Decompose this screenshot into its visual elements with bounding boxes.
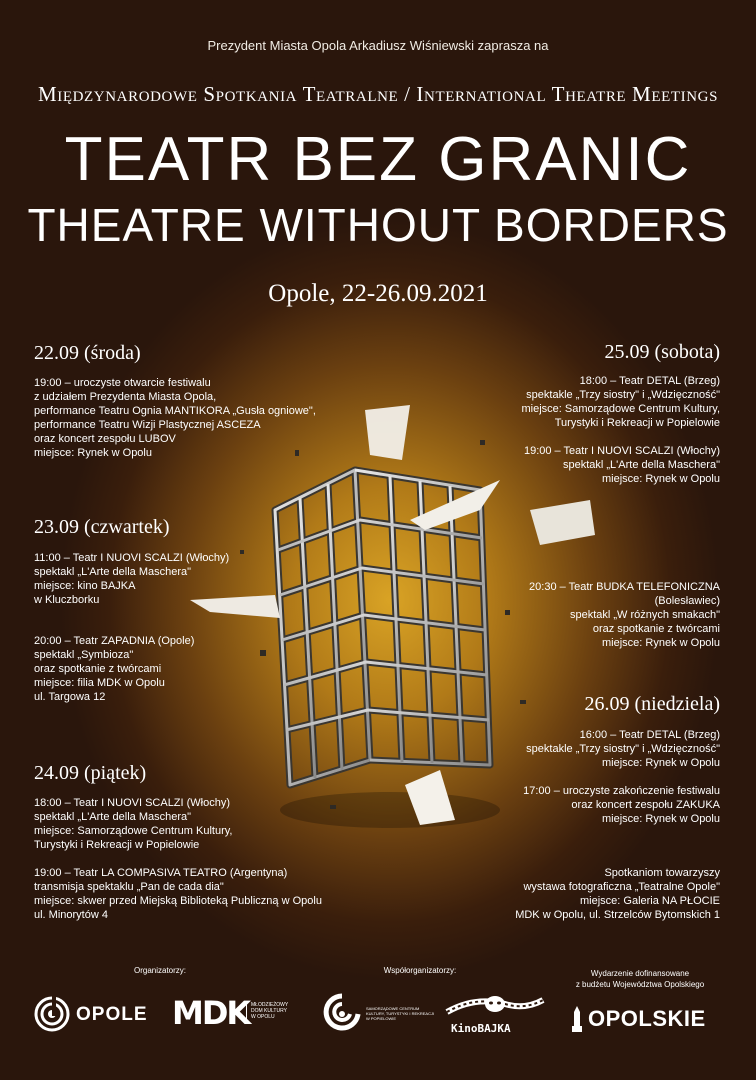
- event-25-3: 20:30 – Teatr BUDKA TELEFONICZNA (Bolesławiec) spektakl „W różnych smakach" oraz spotkanie z twórcami miejsce: Rynek w Opolu: [529, 581, 720, 649]
- event-25-1: 18:00 – Teatr DETAL (Brzeg) spektakle „Trzy siostry" i „Wdzięczność" miejsce: Samorządowe Centrum Kultury, Turystyki i Rekreacji w Popielowie: [521, 375, 720, 429]
- opolskie-logo-text: OPOLSKIE: [588, 1006, 706, 1031]
- event-24-1: 18:00 – Teatr I NUOVI SCALZI (Włochy) spektakl „L'Arte della Maschera" miejsce: Samorządowe Centrum Kultury, Turystyki i Rekreacji w Popielowie: [34, 797, 233, 851]
- opole-logo-icon: [34, 996, 70, 1032]
- event-24-2: 19:00 – Teatr LA COMPASIVA TEATRO (Argentyna) transmisja spektaklu „Pan de cada dia" miejsce: skwer przed Miejską Biblioteką Publiczną w Opolu ul. Minorytów 4: [34, 867, 322, 921]
- intro-text: Prezydent Miasta Opola Arkadiusz Wiśniewski zaprasza na: [207, 38, 549, 53]
- festival-dates: Opole, 22-26.09.2021: [268, 280, 488, 307]
- film-strip-icon: [445, 994, 545, 1022]
- opole-logo-text: OPOLE: [76, 1004, 148, 1025]
- event-26-2: 17:00 – uroczyste zakończenie festiwalu oraz koncert zespołu ZAKUKA miejsce: Rynek w Opolu: [523, 785, 720, 825]
- coorganizers-label: Współorganizatorzy:: [383, 966, 457, 975]
- event-25-2: 19:00 – Teatr I NUOVI SCALZI (Włochy) spektakl „L'Arte della Maschera" miejsce: Rynek w Opolu: [523, 445, 720, 485]
- opolskie-logo: [570, 1004, 730, 1036]
- mdk-logo-mark: MDK: [172, 994, 250, 1032]
- mdk-logo: [172, 994, 322, 1034]
- title-polish: TEATR BEZ GRANIC: [64, 125, 692, 194]
- tower-icon: [570, 1006, 584, 1032]
- event-23-1: 11:00 – Teatr I NUOVI SCALZI (Włochy) spektakl „L'Arte della Maschera" miejsce: kino BAJKA w Kluczborku: [34, 552, 230, 606]
- mdk-logo-text: MŁODZIEŻOWY DOM KULTURY W OPOLU: [246, 1002, 288, 1020]
- organizers-label: Organizatorzy:: [133, 966, 187, 975]
- festival-subtitle: Międzynarodowe Spotkania Teatralne / International Theatre Meetings: [37, 82, 719, 106]
- day-heading-25: 25.09 (sobota): [604, 341, 720, 363]
- event-26-1: 16:00 – Teatr DETAL (Brzeg) spektakle „Trzy siostry" i „Wdzięczność" miejsce: Rynek w Opolu: [526, 729, 720, 769]
- event-22-1: 19:00 – uroczyste otwarcie festiwalu z udziałem Prezydenta Miasta Opola, performance Teatru Ognia MANTIKORA „Gusła ogniowe", performance Teatru Wizji Plastycznej ASCEZA oraz koncert zespołu LUBOV miejsce: Rynek w Opolu: [34, 377, 316, 459]
- day-heading-26: 26.09 (niedziela): [584, 693, 720, 715]
- kino-bajka-text: KinoBAJKA: [451, 1022, 511, 1035]
- sck-logo-icon: [322, 992, 362, 1036]
- kino-bajka-logo: [445, 994, 545, 1036]
- sck-popielow-logo: [322, 992, 442, 1036]
- day-heading-22: 22.09 (środa): [34, 342, 141, 364]
- sck-logo-text: SAMORZĄDOWE CENTRUM KULTURY, TURYSTYKI I REKREACJI W POPIELOWIE: [366, 1006, 435, 1021]
- title-english: THEATRE WITHOUT BORDERS: [27, 199, 729, 251]
- day-heading-23: 23.09 (czwartek): [34, 516, 170, 538]
- funding-label: Wydarzenie dofinansowane z budżetu Województwa Opolskiego: [575, 969, 705, 989]
- exhibition-note: Spotkaniom towarzyszy wystawa fotograficzna „Teatralne Opole" miejsce: Galeria NA PŁOCIE MDK w Opolu, ul. Strzelców Bytomskich 1: [515, 867, 720, 921]
- event-23-2: 20:00 – Teatr ZAPADNIA (Opole) spektakl „Symbioza" oraz spotkanie z twórcami miejsce: filia MDK w Opolu ul. Targowa 12: [34, 635, 195, 703]
- opole-logo: [34, 994, 154, 1034]
- day-heading-24: 24.09 (piątek): [34, 762, 147, 784]
